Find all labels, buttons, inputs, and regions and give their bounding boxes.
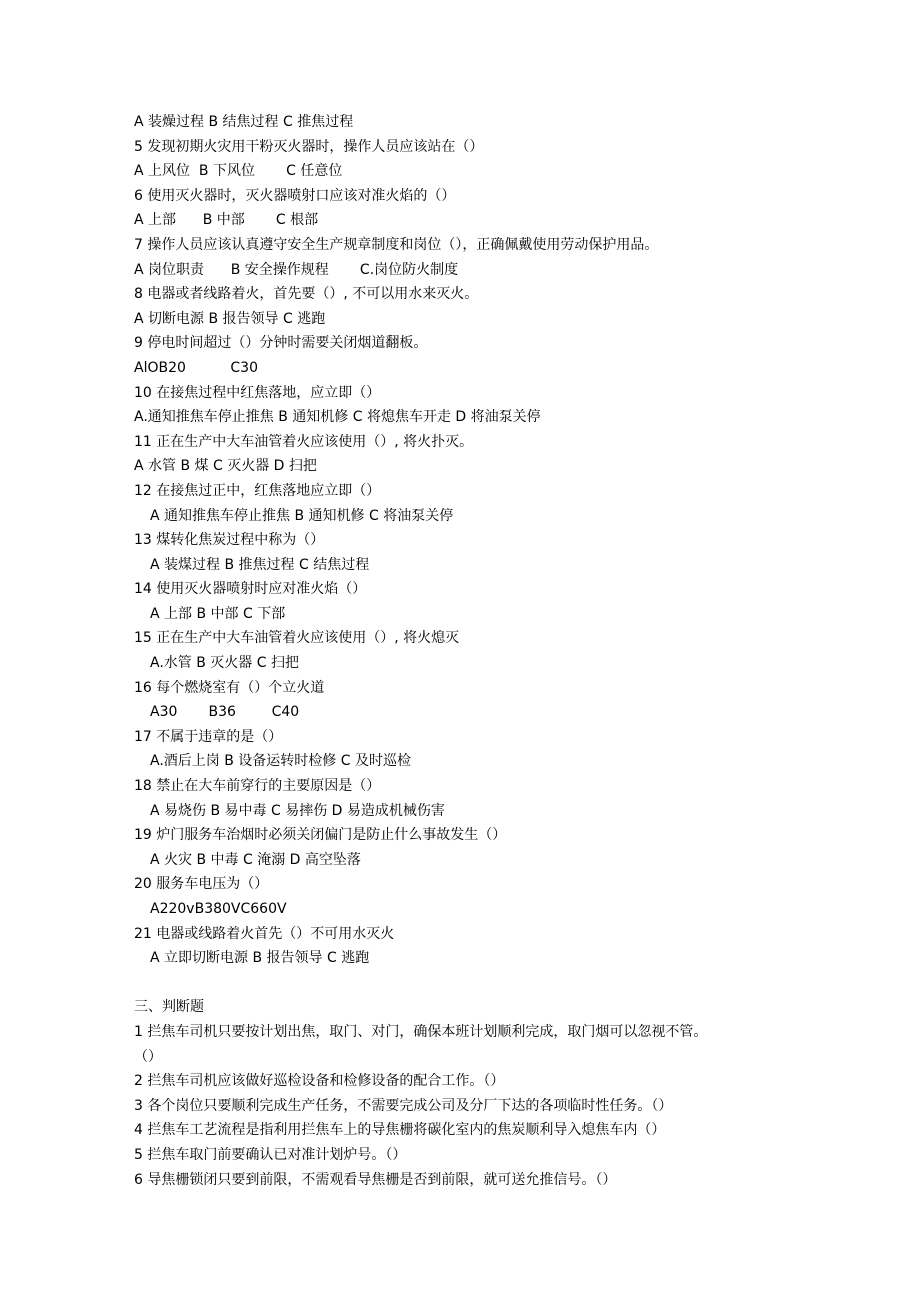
question-line: 20 服务车电压为（） xyxy=(134,876,269,893)
question-line: A 切断电源 B 报告领导 C 逃跑 xyxy=(134,310,326,327)
question-line: 13 煤转化焦炭过程中称为（） xyxy=(134,532,325,549)
section-title: 三、判断题 xyxy=(134,999,204,1016)
question-line: AlOB20 C30 xyxy=(134,359,258,376)
question-line: 21 电器或线路着火首先（）不可用水灭火 xyxy=(134,925,395,942)
judgment-question-line: 5 拦焦车取门前要确认已对准计划炉号。（） xyxy=(134,1146,407,1163)
question-line: 11 正在生产中大车油管着火应该使用（）, 将火扑灭。 xyxy=(134,433,474,450)
question-line: 6 使用灭火器时，灭火器喷射口应该对准火焰的（） xyxy=(134,187,456,204)
question-line: 15 正在生产中大车油管着火应该使用（）, 将火熄灭 xyxy=(134,630,460,647)
question-line: A 上风位 B 下风位 C 任意位 xyxy=(134,163,343,180)
multiple-choice-section xyxy=(134,110,894,971)
section-gap xyxy=(134,971,894,996)
judgment-question-line: 2 拦焦车司机应该做好巡检设备和检修设备的配合工作。（） xyxy=(134,1073,505,1090)
question-line: 9 停电时间超过（）分钟时需要关闭烟道翻板。 xyxy=(134,335,428,352)
question-line: 10 在接焦过程中红焦落地，应立即（） xyxy=(134,384,381,401)
document-page xyxy=(134,110,894,1192)
judgment-question-line: （） xyxy=(134,1048,162,1065)
question-line: 14 使用灭火器喷射时应对准火焰（） xyxy=(134,581,367,598)
question-line: 17 不属于违章的是（） xyxy=(134,728,283,745)
judgment-question-line: 4 拦焦车工艺流程是指利用拦焦车上的导焦栅将碳化室内的焦炭顺利导入熄焦车内（） xyxy=(134,1122,666,1139)
question-line: A 易烧伤 B 易中毒 C 易摔伤 D 易造成机械伤害 xyxy=(150,802,445,819)
question-line: A 水管 B 煤 C 灭火器 D 扫把 xyxy=(134,458,317,475)
true-false-section xyxy=(134,1020,894,1192)
question-line: 19 炉门服务车治烟时必须关闭偏门是防止什么事故发生（） xyxy=(134,827,507,844)
question-line: A 立即切断电源 B 报告领导 C 逃跑 xyxy=(150,950,370,967)
question-line: A30 B36 C40 xyxy=(150,704,300,721)
question-line: A 岗位职责 B 安全操作规程 C.岗位防火制度 xyxy=(134,261,459,278)
question-line: A.水管 B 灭火器 C 扫把 xyxy=(150,655,299,672)
question-line: A.酒后上岗 B 设备运转时检修 C 及时巡检 xyxy=(150,753,411,770)
question-line: 5 发现初期火灾用干粉灭火器时，操作人员应该站在（） xyxy=(134,138,484,155)
judgment-question-line: 6 导焦栅锁闭只要到前限，不需观看导焦栅是否到前限，就可送允推信号。（） xyxy=(134,1171,617,1188)
question-line: A 装煤过程 B 推焦过程 C 结焦过程 xyxy=(150,556,370,573)
question-line: A 通知推焦车停止推焦 B 通知机修 C 将油泵关停 xyxy=(150,507,454,524)
judgment-question-line: 1 拦焦车司机只要按计划出焦，取门、对门，确保本班计划顺利完成，取门烟可以忽视不管。 xyxy=(134,1023,708,1040)
question-line: 16 每个燃烧室有（）个立火道 xyxy=(134,679,325,696)
question-line: A.通知推焦车停止推焦 B 通知机修 C 将熄焦车开走 D 将油泵关停 xyxy=(134,409,541,426)
question-line: A220vB380VC660V xyxy=(150,901,287,917)
judgment-question-line: 3 各个岗位只要顺利完成生产任务，不需要完成公司及分厂下达的各项临时性任务。（） xyxy=(134,1097,673,1114)
question-line: A 上部 B 中部 C 根部 xyxy=(134,212,319,229)
question-line: A 上部 B 中部 C 下部 xyxy=(150,605,286,622)
question-line: 7 操作人员应该认真遵守安全生产规章制度和岗位（），正确佩戴使用劳动保护用品。 xyxy=(134,236,659,253)
question-line: A 装燥过程 B 结焦过程 C 推焦过程 xyxy=(134,114,354,130)
question-line: 8 电器或者线路着火，首先要（）, 不可以用水来灭火。 xyxy=(134,286,479,303)
question-line: 12 在接焦过正中，红焦落地应立即（） xyxy=(134,482,381,499)
question-line: A 火灾 B 中毒 C 淹溺 D 高空坠落 xyxy=(150,851,361,868)
question-line: 18 禁止在大车前穿行的主要原因是（） xyxy=(134,778,381,795)
